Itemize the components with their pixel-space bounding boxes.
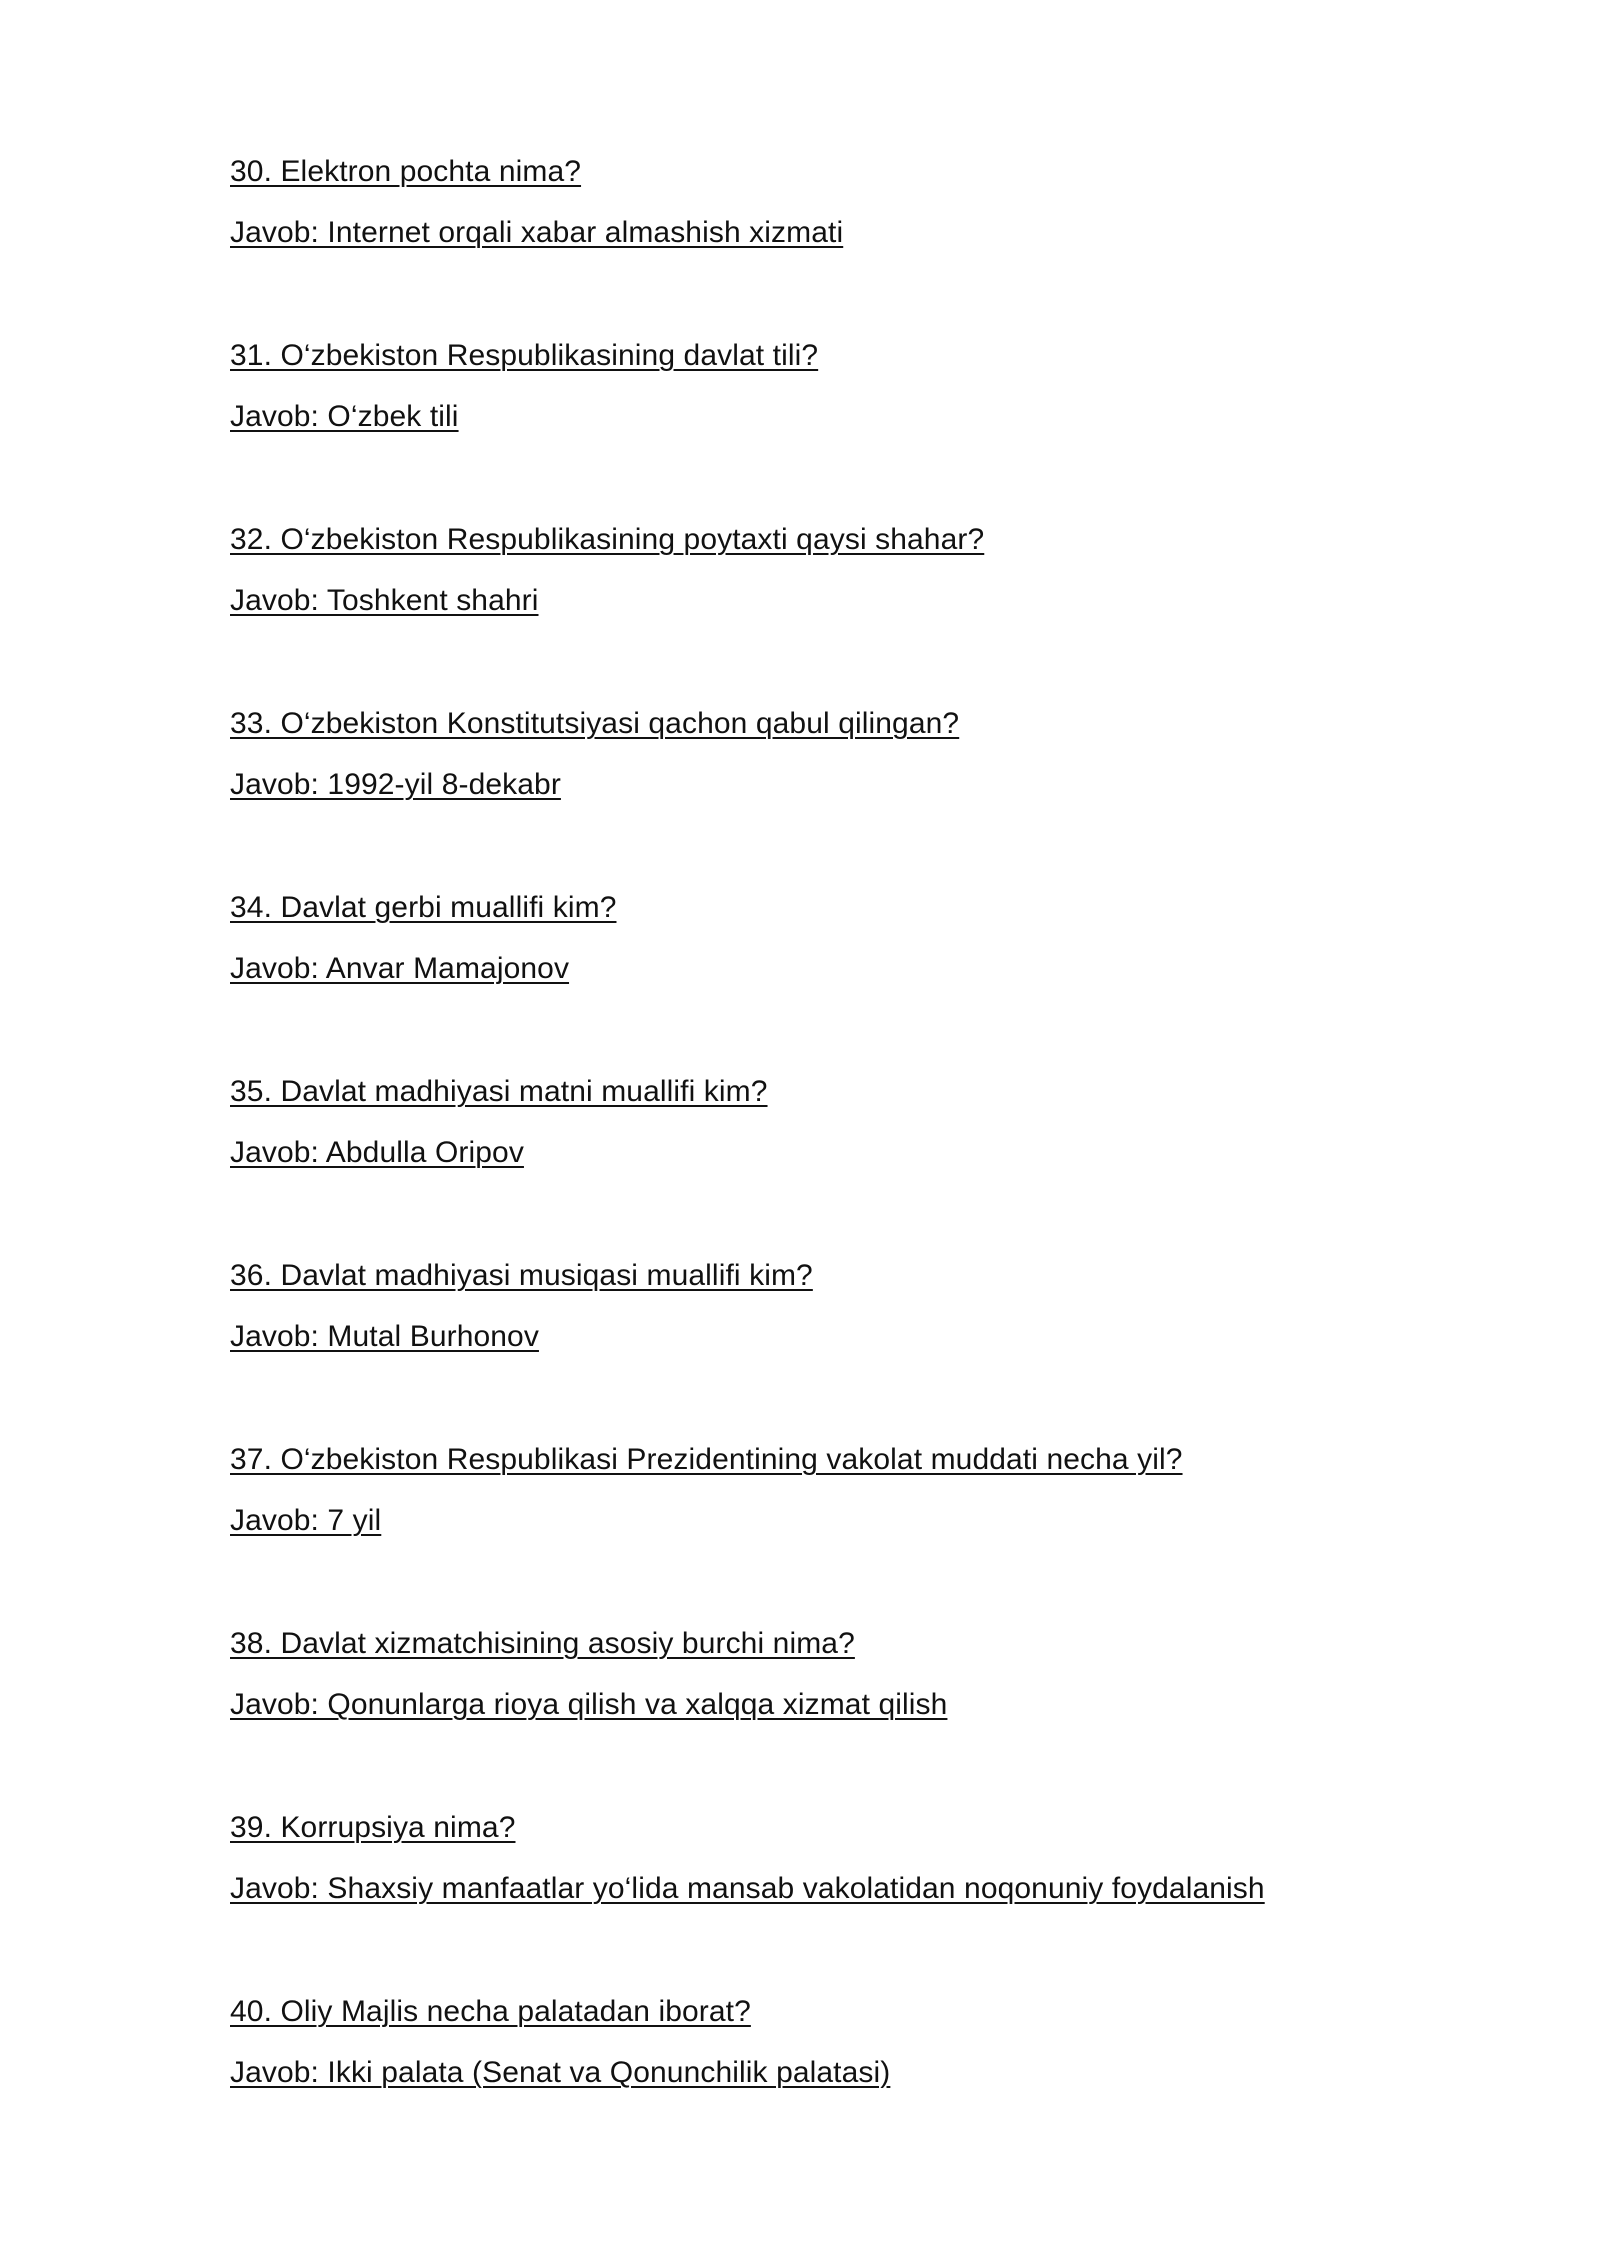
qa-item	[230, 1624, 1430, 1808]
answer-text: Javob: 7 yil	[230, 1504, 382, 1537]
question-text: 30. Elektron pochta nima?	[230, 155, 582, 188]
qa-item	[230, 336, 1430, 520]
question-text: 35. Davlat madhiyasi matni muallifi kim?	[230, 1075, 768, 1108]
question-answer-list	[230, 152, 1430, 2176]
answer-text: Javob: Anvar Mamajonov	[230, 952, 570, 985]
question-text: 32. O‘zbekiston Respublikasining poytaxti qaysi shahar?	[230, 523, 985, 556]
qa-item	[230, 1256, 1430, 1440]
question-text: 31. O‘zbekiston Respublikasining davlat tili?	[230, 339, 819, 372]
answer-text: Javob: Shaxsiy manfaatlar yo‘lida mansab vakolatidan noqonuniy foydalanish	[230, 1872, 1265, 1905]
qa-item	[230, 704, 1430, 888]
answer-text: Javob: 1992-yil 8-dekabr	[230, 768, 561, 801]
qa-item	[230, 888, 1430, 1072]
answer-text: Javob: Internet orqali xabar almashish xizmati	[230, 216, 844, 249]
question-text: 36. Davlat madhiyasi musiqasi muallifi kim?	[230, 1259, 813, 1292]
answer-text: Javob: Abdulla Oripov	[230, 1136, 524, 1169]
qa-item	[230, 1808, 1430, 1992]
question-text: 37. O‘zbekiston Respublikasi Prezidentining vakolat muddati necha yil?	[230, 1443, 1183, 1476]
question-text: 33. O‘zbekiston Konstitutsiyasi qachon qabul qilingan?	[230, 707, 960, 740]
question-text: 38. Davlat xizmatchisining asosiy burchi nima?	[230, 1627, 855, 1660]
answer-text: Javob: O‘zbek tili	[230, 400, 459, 433]
question-text: 34. Davlat gerbi muallifi kim?	[230, 891, 617, 924]
qa-item	[230, 520, 1430, 704]
qa-item	[230, 1072, 1430, 1256]
answer-text: Javob: Ikki palata (Senat va Qonunchilik palatasi)	[230, 2056, 891, 2089]
question-text: 40. Oliy Majlis necha palatadan iborat?	[230, 1995, 751, 2028]
question-text: 39. Korrupsiya nima?	[230, 1811, 516, 1844]
qa-item	[230, 1992, 1430, 2176]
answer-text: Javob: Qonunlarga rioya qilish va xalqqa xizmat qilish	[230, 1688, 948, 1721]
qa-item	[230, 152, 1430, 336]
answer-text: Javob: Mutal Burhonov	[230, 1320, 539, 1353]
qa-item	[230, 1440, 1430, 1624]
answer-text: Javob: Toshkent shahri	[230, 584, 539, 617]
